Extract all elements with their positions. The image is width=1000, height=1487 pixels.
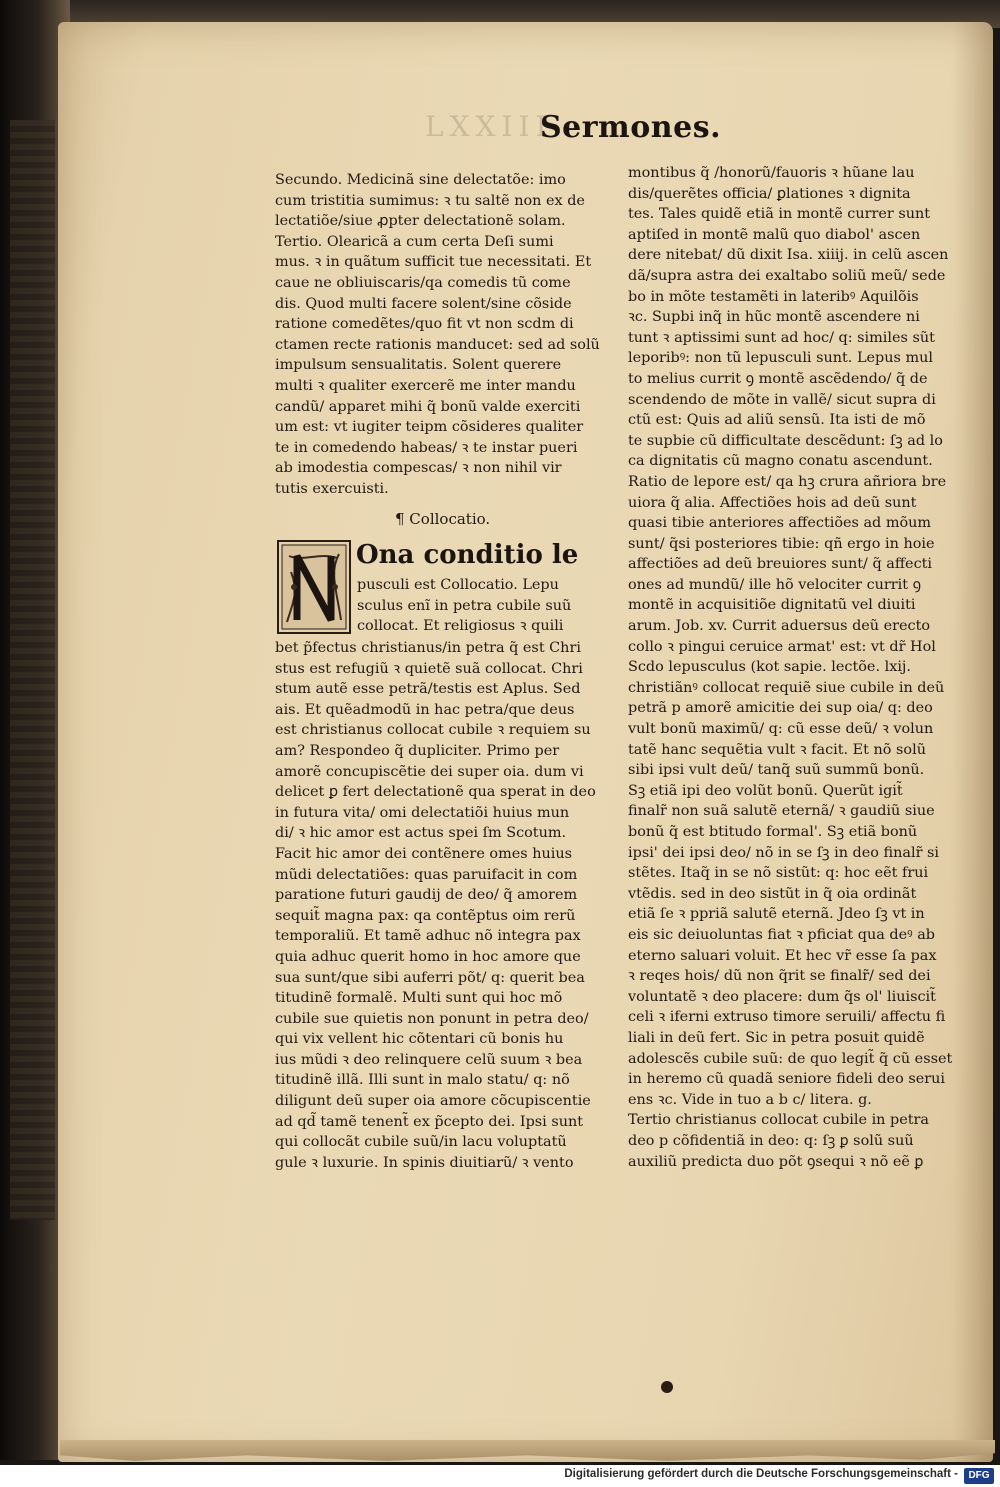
text-line: liali in deũ fert. Sic in petra posuit quidẽ — [628, 1029, 925, 1046]
text-line: dere nitebat/ dũ dixit Isa. xiiij. in celũ ascen — [628, 247, 949, 264]
text-line: ens ꝛc. Vide in tuo a b c/ litera. g. — [628, 1091, 872, 1108]
text-line: paratione futuri gaudij de deo/ q̃ amorem — [275, 887, 578, 904]
text-line: montẽ in acquisitiõe dignitatũ vel diuiti — [628, 597, 916, 614]
right-column — [628, 163, 958, 1172]
text-line: scendendo de mõte in vallẽ/ sicut supra di — [628, 391, 936, 408]
initial-letter: N — [314, 628, 315, 629]
text-line: stus est refugiũ ꝛ quietẽ suã collocat. Chri — [275, 660, 583, 677]
initial-ornament-icon — [279, 542, 349, 632]
opening-line: Ona conditio le — [356, 540, 579, 570]
text-line: te in comedendo habeas/ ꝛ te instar pueri — [275, 439, 578, 456]
text-line: titudinẽ illã. Illi sunt in malo statu/ q: nõ — [275, 1072, 570, 1089]
text-line: ais. Et quẽadmodũ in hac petra/que deus — [275, 701, 575, 718]
text-line: tutis exercuisti. — [275, 480, 389, 497]
text-line: in futura vita/ omi delectatiõi huius mun — [275, 804, 570, 821]
text-line: cubile sue quietis non ponunt in petra deo/ — [275, 1010, 589, 1027]
text-line: finalr̃ non suã salutẽ eternã/ ꝛ gaudiũ siue — [628, 803, 935, 820]
text-line: pusculi est Collocatio. Lepu — [357, 577, 559, 593]
text-line: dã/supra astra dei exaltabo soliũ meũ/ sede — [628, 267, 946, 284]
text-line: aptiſed in montẽ malũ quo diabol' ascen — [628, 226, 921, 243]
text-line: ius mũdi ꝛ deo relinquere celũ suum ꝛ bea — [275, 1051, 583, 1068]
text-line: diligunt deũ super oia amore cõcupiscentie — [275, 1093, 591, 1110]
ink-dot — [661, 1381, 673, 1393]
ghost-running-head: LXXIII — [425, 110, 553, 143]
text-line: petrã p amorẽ amicitie dei sup oia/ q: deo — [628, 700, 933, 717]
text-line: qui collocãt cubile suũ/in lacu voluptatũ — [275, 1134, 567, 1151]
text-line: sua sunt/que sibi auferri põt/ q: querit bea — [275, 969, 585, 986]
text-line: adolescẽs cubile suũ: de quo legit̃ q̃ cũ esset — [628, 1050, 953, 1067]
text-line: est christianus collocat cubile ꝛ requiem su — [275, 722, 591, 739]
text-line: stum autẽ esse petrã/testis est Aplus. Sed — [275, 681, 581, 698]
text-line: ab imodestia compescas/ ꝛ non nihil vir — [275, 460, 562, 477]
text-line: Ratio de lepore est/ qa hꝫ crura añriora bre — [628, 473, 947, 490]
text-line: bonũ q̃ est btitudo formal'. Sꝫ etiã bonũ — [628, 824, 918, 840]
text-line: multi ꝛ qualiter exercerẽ me inter mandu — [275, 377, 576, 394]
text-line: Facit hic amor dei contẽnere omes huius — [275, 845, 572, 862]
text-line: bet p̃fectus christianus/in petra q̃ est Chri — [275, 640, 581, 656]
text-line: to melius currit ꝯ montẽ ascẽdendo/ q̃ de — [628, 370, 928, 387]
text-line: quia adhuc querit homo in hoc amore que — [275, 948, 581, 965]
text-line: te supbie cũ difficultate descẽdunt: ſꝫ ad lo — [628, 432, 943, 449]
text-line: celi ꝛ iferni extruso timore seruili/ affectu fi — [628, 1009, 946, 1026]
text-line: ꝛ reqes hois/ dũ non q̃rit se finalr̃/ sed dei — [628, 968, 931, 985]
text-line: bo in mõte testamẽti in lateribꝰ Aquilõis — [628, 288, 919, 305]
text-line: sequit̃ magna pax: qa contẽptus oim rerũ — [275, 907, 576, 924]
text-line: deo p cõfidentiã in deo: q: ſꝫ ꝑ solũ suũ — [628, 1132, 914, 1149]
book-binding — [10, 120, 55, 1220]
text-line: eterno saluari voluit. Et hec vr̃ esse ſa pax — [628, 947, 937, 964]
text-line: delicet ꝑ fert delectationẽ qua sperat in deo — [275, 784, 596, 801]
text-line: Tertio. Olearicã a cum certa Deſi sumi — [275, 233, 554, 250]
text-line: ipsi' dei ipsi deo/ nõ in se ſꝫ in deo finalr̃ si — [628, 844, 940, 861]
dfg-logo: DFG — [964, 1468, 994, 1484]
text-line: lectatiõe/siue ꝓpter delectationẽ solam. — [275, 213, 566, 230]
text-line: leporibꝰ: non tũ lepusculi sunt. Lepus mul — [628, 350, 933, 367]
text-line: mus. ꝛ in quãtum sufficit tue necessitati. Et — [275, 254, 592, 271]
text-line: auxiliũ predicta duo põt ꝯsequi ꝛ nõ eẽ ꝑ — [628, 1153, 924, 1170]
text-line: ctũ est: Quis ad aliũ sensũ. Ita isti de mõ — [628, 412, 926, 429]
decorated-initial — [277, 540, 351, 634]
text-line: collo ꝛ pingui ceruice armat' est: vt dr̃ Hol — [628, 638, 936, 655]
text-line: Scdo lepusculus (kot sapie. lectõe. lxij. — [628, 659, 911, 676]
text-line: ad qd̃ tamẽ tenent̃ ex p̃cepto dei. Ipsi sunt — [275, 1113, 584, 1130]
text-line: tes. Tales quidẽ etiã in montẽ currer sunt — [628, 206, 931, 223]
text-line: dis/querẽtes officia/ ꝑlationes ꝛ dignita — [628, 185, 911, 202]
footer-credit: Digitalisierung gefördert durch die Deutsche Forschungsgemeinschaft - — [564, 1468, 958, 1480]
text-line: qui vix vellent hic cõtentari cũ bonis hu — [275, 1031, 564, 1048]
text-line: voluntatẽ ꝛ deo placere: dum q̃s ol' liuiscit̃ — [628, 988, 936, 1005]
running-head: Sermones. — [540, 110, 722, 145]
text-line: amorẽ concupiscẽtie dei super oia. dum vi — [275, 763, 584, 780]
text-line: vtẽdis. sed in deo sistũt in q̃ oia ordinãt — [628, 885, 917, 902]
text-line: affectiões ad deũ breuiores sunt/ q̃ affecti — [628, 556, 933, 573]
text-line: dis. Quod multi facere solent/sine cõside — [275, 295, 572, 312]
text-line: christiãnꝰ collocat requiẽ siue cubile in deũ — [628, 679, 945, 696]
text-line: gule ꝛ luxurie. In spinis diuitiarũ/ ꝛ vento — [275, 1154, 574, 1171]
text-line: ones ad mundũ/ ille hõ velociter currit ꝯ — [628, 576, 922, 593]
text-line: stẽtes. Itaq̃ in se nõ sistũt: q: hoc eẽt frui — [628, 865, 929, 882]
text-line: eis sic deiuoluntas fiat ꝛ pficiat qua deꝰ ab — [628, 926, 935, 943]
text-line: vult bonũ maximũ/ q: cũ esse deũ/ ꝛ volun — [628, 721, 934, 738]
text-line: ꝛc. Supbi inq̃ in hũc montẽ ascendere ni — [628, 309, 920, 326]
text-line: Secundo. Medicinã sine delectatõe: imo — [275, 172, 566, 188]
text-line: tatẽ hanc sequẽtia vult ꝛ facit. Et nõ solũ — [628, 741, 926, 758]
text-line: in heremo cũ quadã seniore fideli deo serui — [628, 1071, 945, 1088]
text-line: ratione comedẽtes/quo fit vt non scdm di — [275, 316, 574, 333]
left-column-top — [275, 170, 605, 500]
text-line: tunt ꝛ aptissimi sunt ad hoc/ q: similes sũt — [628, 329, 935, 346]
text-line: arum. Job. xv. Currit aduersus deũ erecto — [628, 618, 931, 635]
left-column-body — [275, 638, 605, 1173]
text-line: collocat. Et religiosus ꝛ quili — [357, 618, 564, 635]
text-line: Sꝫ etiã ipi deo volũt bonũ. Querũt igit̃ — [628, 782, 903, 799]
text-line: titudinẽ formalẽ. Multi sunt qui hoc mõ — [275, 990, 563, 1007]
text-line: sculus enĩ in petra cubile suũ — [357, 597, 572, 614]
text-line: ctamen recte rationis manducet: sed ad solũ — [275, 336, 600, 353]
text-line: cum tristitia sumimus: ꝛ tu saltẽ non ex de — [275, 192, 585, 209]
left-column-indent — [357, 575, 607, 637]
text-line: Tertio christianus collocat cubile in petra — [628, 1112, 929, 1129]
text-line: montibus q̃ /honorũ/fauoris ꝛ hũane lau — [628, 165, 915, 181]
text-line: candũ/ apparet mihi q̃ bonũ valde exerciti — [275, 398, 581, 415]
footer-bar — [0, 1465, 1000, 1487]
text-line: ca dignitatis cũ magno conatu ascendunt. — [628, 453, 933, 470]
text-line: etiã ſe ꝛ ppriã salutẽ eternã. Jdeo ſꝫ vt in — [628, 906, 925, 923]
text-line: sibi ipsi vult deũ/ tanq̃ suũ summũ bonũ. — [628, 762, 925, 779]
text-line: um est: vt iugiter teipm cõsideres qualiter — [275, 419, 584, 436]
section-heading: ¶ Collocatio. — [395, 510, 491, 528]
text-line: impulsum sensualitatis. Solent querere — [275, 357, 562, 374]
text-line: caue ne obliuiscaris/qa comedis tũ come — [275, 274, 571, 291]
text-line: mũdi delectatiões: quas paruifacit in com — [275, 866, 578, 883]
text-line: temporaliũ. Et tamẽ adhuc nõ integra pax — [275, 928, 581, 945]
text-line: quasi tibie anteriores affectiões ad mõum — [628, 515, 932, 532]
text-line: am? Respondeo q̃ dupliciter. Primo per — [275, 742, 560, 759]
text-line: sunt/ q̃si posteriores tibie: qñ ergo in hoie — [628, 535, 935, 552]
text-line: uiora q̃ alia. Affectiões hois ad deũ sunt — [628, 494, 917, 511]
text-line: di/ ꝛ hic amor est actus spei ſm Scotum. — [275, 825, 567, 842]
